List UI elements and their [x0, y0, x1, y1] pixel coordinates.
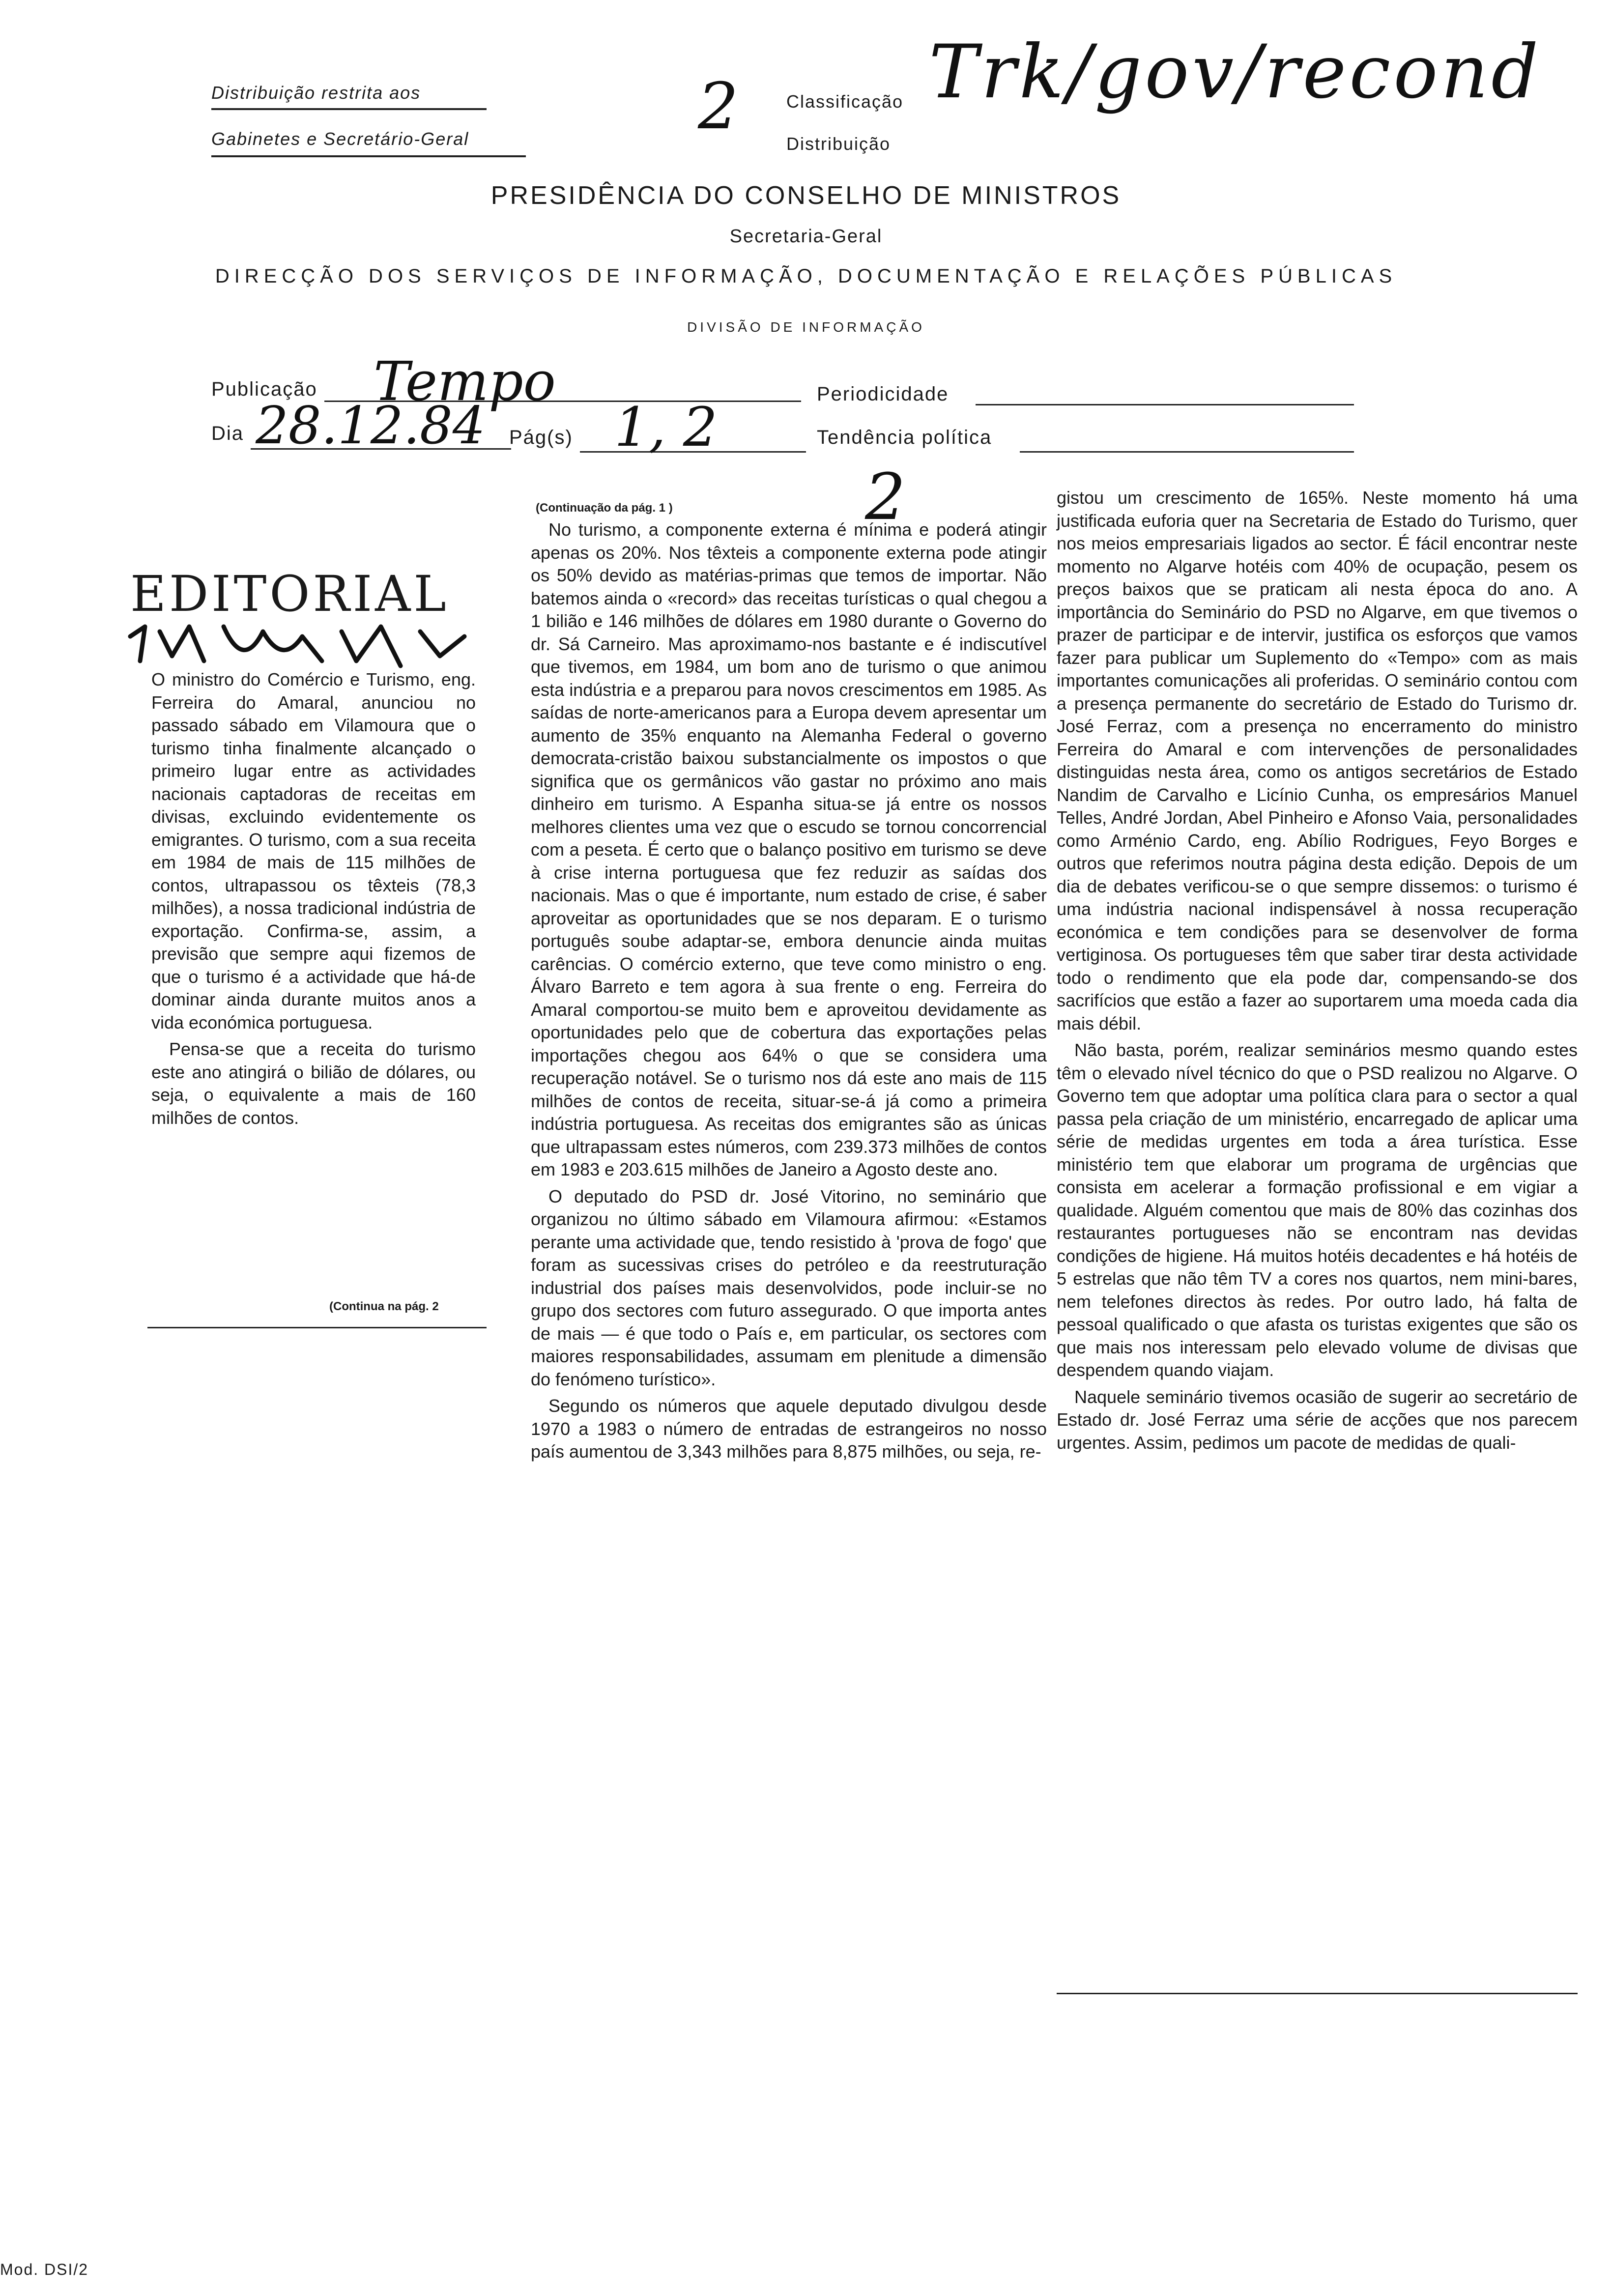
page-number-mark: 2: [865, 459, 906, 534]
classification-number-handwritten: 2: [698, 69, 739, 144]
handwritten-scribble: [125, 617, 479, 676]
periodicidade-line: [976, 404, 1354, 405]
dia-label: Dia: [211, 423, 244, 444]
continued-from-note: (Continuação da pág. 1 ): [536, 501, 673, 515]
tendencia-label: Tendência política: [817, 427, 992, 448]
classification-handwritten: Trk/gov/recond: [929, 29, 1542, 115]
underline-divider: [211, 155, 526, 157]
article-column-1: [151, 668, 476, 1133]
page-title: PRESIDÊNCIA DO CONSELHO DE MINISTROS: [490, 181, 1122, 210]
paragraph: Segundo os números que aquele deputado divulgou desde 1970 a 1983 o número de entradas de estrangeiros no nosso país aumentou de 3,343 milhões para 8,875 milhões, ou seja, re-: [531, 1396, 1047, 1462]
distribuicao-label: Distribuição: [786, 134, 891, 154]
article-column-3: [1057, 487, 1578, 1458]
paragraph: Naquele seminário tivemos ocasião de sugerir ao secretário de Estado dr. José Ferraz uma série de acções que nos parecem urgentes. Assim, pedimos um pacote de medidas de quali-: [1057, 1386, 1578, 1453]
publicacao-value: Tempo: [374, 350, 556, 413]
restricted-distribution-line1: Distribuição restrita aos: [211, 83, 421, 103]
editorial-heading: EDITORIAL: [130, 565, 449, 623]
tendencia-line: [1020, 451, 1354, 453]
paragraph: Não basta, porém, realizar seminários mesmo quando estes têm o elevado nível técnico do que o PSD realizou no Algarve. O Governo tem que adoptar uma política clara para o sector a qual passa pela criação de um ministério, encarregado de aplicar uma série de medidas urgentes em toda a área turística. Esse ministério tem que elaborar um programa de urgências que consista em acelerar a formação profissional e em vigiar a qualidade. Alguém comentou que mais de 80% das cozinhas dos restaurantes portugueses não se encontram nas devidas condições de higiene. Há muitos hotéis decadentes e há hotéis de 5 estrelas que não têm TV a cores nos quartos, nem mini-bares, nem telefones directos às redes. Por outro lado, há falta de pessoal qualificado o que afasta os turistas exigentes que são os que mais nos interessam pelo elevado volume de divisas que despendem quando viajam.: [1057, 1040, 1578, 1380]
paragraph: gistou um crescimento de 165%. Neste momento há uma justificada euforia quer na Secretaria de Estado do Turismo, quer nos meios empresariais ligados ao sector. É fácil encontrar neste momento no Algarve hotéis com 40% de ocupação, pesem os preços baixos que se praticam ali nesta época do ano. A importância do Seminário do PSD no Algarve, em que tivemos o prazer de participar e de intervir, justifica os esforços que vamos fazer para publicar um Suplemento do «Tempo» com as mais importantes comunicações ali proferidas. O seminário contou com a presença permanente do secretário de Estado do Turismo dr. José Ferraz, com a presença no encerramento do ministro Ferreira do Amaral e com intervenções de personalidades distinguidas nesta área, como os antigos secretários de Estado Nandim de Carvalho e Licínio Cunha, os empresários Manuel Telles, André Jordan, Abel Pinheiro e Afonso Vaia, personalidades como Arménio Cardo, eng. Abílio Rodrigues, Feyo Borges e outros que referimos noutra página desta edição. Depois de um dia de debates verificou-se o que sempre dissemos: o turismo é uma indústria nacional indispensável à nossa recuperação económica e tem condições para se desenvolver de forma vertiginosa. Os portugueses têm que saber tirar desta actividade todo o rendimento que ela pode dar, compensando-se dos sacrifícios que estão a fazer ao suportarem uma moeda cada dia mais débil.: [1057, 488, 1578, 1033]
column-end-rule: [1057, 1993, 1578, 1994]
classificacao-label: Classificação: [786, 91, 904, 112]
periodicidade-label: Periodicidade: [817, 383, 949, 405]
secretaria-subtitle: Secretaria-Geral: [729, 226, 883, 247]
continued-to-note: (Continua na pág. 2: [329, 1300, 439, 1313]
column-end-rule: [147, 1327, 487, 1328]
direccao-subtitle: DIRECÇÃO DOS SERVIÇOS DE INFORMAÇÃO, DOCUMENTAÇÃO E RELAÇÕES PÚBLICAS: [215, 265, 1397, 287]
divisao-subtitle: DIVISÃO DE INFORMAÇÃO: [687, 319, 925, 335]
pags-label: Pág(s): [509, 427, 573, 448]
paragraph: Pensa-se que a receita do turismo este ano atingirá o bilião de dólares, ou seja, o equivalente a mais de 160 milhões de contos.: [151, 1039, 476, 1128]
article-column-2: [531, 518, 1047, 1467]
paragraph: O ministro do Comércio e Turismo, eng. Ferreira do Amaral, anunciou no passado sábado em Vilamoura que o turismo tinha finalmente alcançado o primeiro lugar entre as actividades nacionais captadoras de receitas em divisas, excluindo evidentemente os emigrantes. O turismo, com a sua receita em 1984 de mais de 115 milhões de contos, ultrapassou os têxteis (78,3 milhões), a nossa tradicional indústria de exportação. Confirma-se, assim, a previsão que sempre aqui fizemos de que o turismo é a actividade que há-de dominar ainda durante muitos anos a vida económica portuguesa.: [151, 669, 476, 1033]
footer-form-code: Mod. DSI/2: [0, 2261, 89, 2278]
restricted-distribution-line2: Gabinetes e Secretário-Geral: [211, 129, 469, 149]
underline-divider: [211, 108, 487, 110]
dia-value: 28.12.84: [256, 396, 486, 456]
publicacao-label: Publicação: [211, 378, 317, 400]
pags-value: 1, 2: [614, 396, 718, 459]
paragraph: No turismo, a componente externa é mínima e poderá atingir apenas os 20%. Nos têxteis a componente externa pode atingir os 50% devido as matérias-primas que temos de importar. Não batemos ainda o «record» das receitas turísticas o qual chegou a 1 bilião e 146 milhões de dólares em 1980 durante o Governo do dr. Sá Carneiro. Mas aproximamo-nos bastante e é indiscutível que tivemos, em 1984, um bom ano de turismo o que animou esta indústria e a preparou para novos crescimentos em 1985. As saídas de norte-americanos para a Europa devem apresentar um aumento de 35% enquanto na Alemanha Federal o governo democrata-cristão baixou substancialmente os impostos o que significa que os germânicos vão gastar no próximo ano mais dinheiro em turismo. A Espanha situa-se já entre os nossos melhores clientes uma vez que o escudo se tornou concorrencial com a peseta. É certo que o balanço positivo em turismo se deve à crise interna portuguesa que fez reduzir as saídas dos nacionais. Mas o que é importante, num estado de crise, é saber aproveitar as oportunidades que se nos deparam. E o turismo português soube adaptar-se, embora denuncie ainda muitas carências. O comércio externo, que teve como ministro o eng. Álvaro Barreto e tem agora à sua frente o eng. Ferreira do Amaral comportou-se muito bem e aproveitou devidamente as oportunidades pelo que de cobertura das exportações pelas importações chegou aos 64% o que se considera uma recuperação notável. Se o turismo nos dá este ano mais de 115 milhões de contos de receita, situar-se-á já como a primeira indústria portuguesa. As receitas dos emigrantes são as únicas que ultrapassam estes números, com 239.373 milhões de contos em 1983 e 203.615 milhões de Janeiro a Agosto deste ano.: [531, 519, 1047, 1179]
paragraph: O deputado do PSD dr. José Vitorino, no seminário que organizou no último sábado em Vilamoura afirmou: «Estamos perante uma actividade que, tendo resistido à 'prova de fogo' que foram as sucessivas crises do petróleo e da reestruturação industrial dos países mais desenvolvidos, pode incluir-se no grupo dos sectores com futuro assegurado. O que importa antes de mais — é que todo o País e, em particular, os sectores com maiores responsabilidades, assumam em plenitude a dimensão do fenómeno turístico».: [531, 1186, 1047, 1389]
